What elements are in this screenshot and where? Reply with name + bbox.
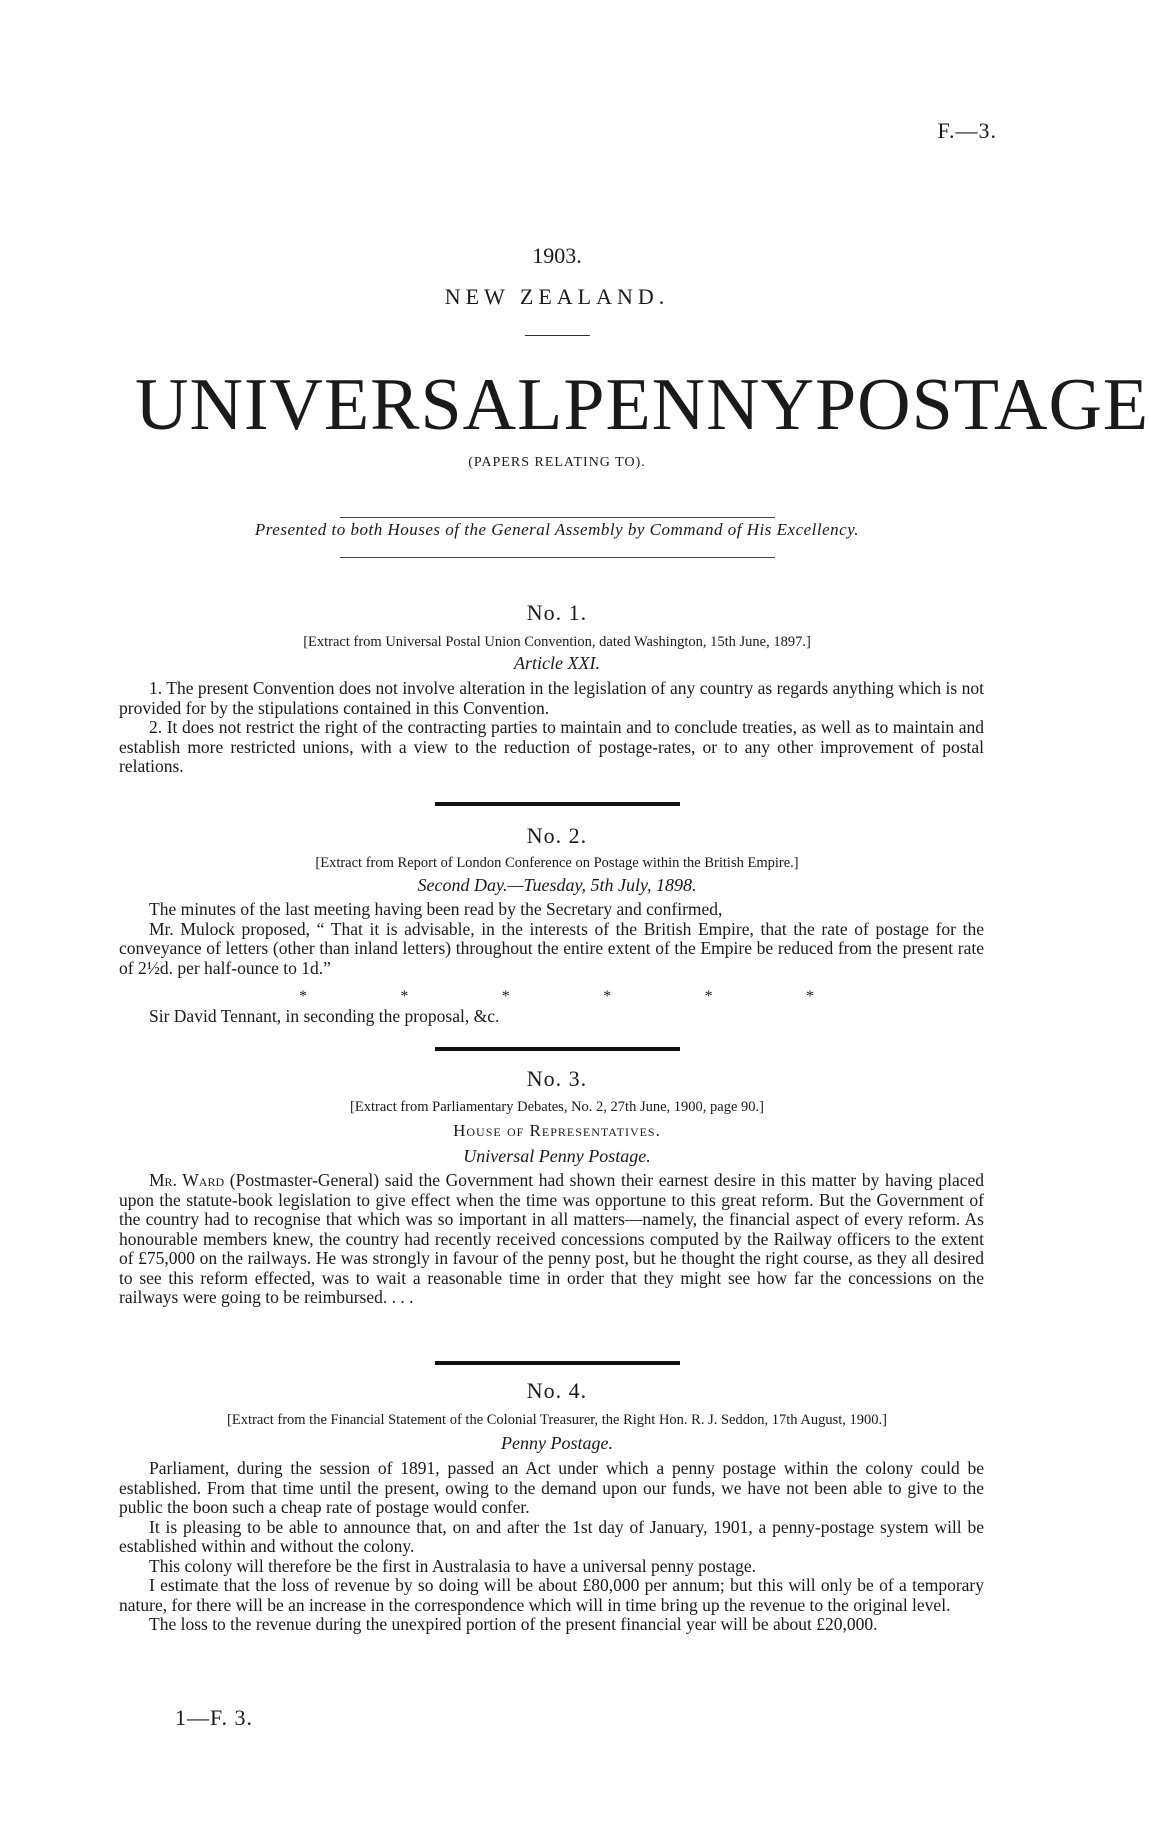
paragraph: This colony will therefore be the first in Australasia to have a universal penny postage. — [149, 1555, 756, 1576]
paragraph: 1. The present Convention does not involve alteration in the legislation of any country as regards anything which is not provided for by the stipulations contained in this Convention. — [119, 678, 984, 718]
section-body — [119, 1007, 984, 1027]
paragraph: The minutes of the last meeting having been read by the Secretary and confirmed, — [149, 899, 723, 919]
divider — [340, 557, 775, 558]
star: * — [400, 988, 409, 1005]
page-subtitle: (PAPERS RELATING TO). — [468, 455, 646, 470]
title-word: PENNY — [563, 364, 816, 446]
section-number: No. 3. — [526, 1066, 588, 1091]
section-subheading: Second Day.—Tuesday, 5th July, 1898. — [417, 875, 697, 895]
section-number: No. 2. — [526, 823, 588, 848]
section-body — [119, 1171, 984, 1308]
star: * — [805, 988, 814, 1005]
paragraph: I estimate that the loss of revenue by so doing will be about £80,000 per annum; but this will only be of a temporary nature, for there will be an increase in the correspondence which will in time bring up the revenue to the original level. — [119, 1575, 984, 1615]
section-subheading: Penny Postage. — [501, 1433, 613, 1453]
speaker-name: Mr. Ward — [149, 1170, 225, 1190]
document-year: 1903. — [532, 243, 582, 268]
paragraph: Mr. Mulock proposed, “ That it is advisable, in the interests of the British Empire, that the rate of postage for the conveyance of letters (other than inland letters) throughout the entire extent of the Empire be reduced from the present rate of 2½d. per half-ounce to 1d.” — [119, 918, 984, 978]
ellipsis-stars — [119, 988, 984, 1006]
paragraph: It is pleasing to be able to announce that, on and after the 1st day of January, 1901, a penny-postage system will be established within and without the colony. — [119, 1516, 984, 1556]
title-word: UNIVERSAL — [135, 364, 564, 446]
star: * — [704, 988, 713, 1005]
extract-citation: [Extract from Universal Postal Union Convention, dated Washington, 15th June, 1897.] — [303, 634, 811, 650]
section-body — [119, 679, 984, 777]
page-footer-reference: 1—F. 3. — [175, 1705, 253, 1730]
presented-line: Presented to both Houses of the General Assembly by Command of His Excellency. — [254, 520, 860, 539]
section-number: No. 4. — [526, 1378, 588, 1403]
section-subheading: Universal Penny Postage. — [463, 1146, 651, 1166]
section-subheading: Article XXI. — [514, 653, 600, 673]
section-body — [119, 900, 984, 978]
divider — [340, 517, 775, 518]
paragraph: 2. It does not restrict the right of the contracting parties to maintain and to conclude treaties, as well as to maintain and establish more restricted unions, with a view to the reduction of postage-rates, or to any other improvement of postal relations. — [119, 717, 984, 776]
star: * — [501, 988, 510, 1005]
document-reference: F.—3. — [937, 118, 997, 143]
section-divider — [435, 802, 680, 806]
paragraph — [119, 1171, 984, 1308]
paragraph: Parliament, during the session of 1891, passed an Act under which a penny postage within the colony could be established. From that time until the present, owing to the demand upon our funds, we have not been able to give to the public the boon such a cheap rate of postage would confer. — [119, 1458, 984, 1517]
paragraph-text: (Postmaster-General) said the Government had shown their earnest desire in this matter by having placed upon the statute-book legislation to give effect when the time was opportune to this great reform. But the Government of the country had to recognise that which was so important in all matters—namely, the financial aspect of every reform. As honourable members knew, the country had recently received concessions computed by the Railway officers to the extent of £75,000 on the railways. He was strongly in favour of the penny post, but he thought the right course, as they all desired to see this reform effected, was to wait a reasonable time in order that they might see how far the concessions on the railways were going to be reimbursed. . . . — [119, 1170, 984, 1307]
paragraph: Sir David Tennant, in seconding the proposal, &c. — [149, 1006, 500, 1026]
country-heading: NEW ZEALAND. — [444, 284, 670, 309]
divider — [525, 335, 590, 336]
extract-citation: [Extract from Parliamentary Debates, No. 2, 27th June, 1900, page 90.] — [350, 1099, 764, 1115]
section-number: No. 1. — [526, 600, 588, 625]
house-heading: House of Representatives. — [453, 1121, 661, 1140]
paragraph: The loss to the revenue during the unexpired portion of the present financial year will be about £20,000. — [149, 1614, 878, 1634]
star: * — [299, 988, 307, 1005]
page-title — [135, 364, 1149, 446]
section-divider — [435, 1361, 680, 1365]
title-word: POSTAGE — [815, 364, 1149, 446]
section-divider — [435, 1047, 680, 1051]
star: * — [603, 988, 612, 1005]
extract-citation: [Extract from Report of London Conference on Postage within the British Empire.] — [315, 855, 799, 871]
section-body — [119, 1459, 984, 1635]
extract-citation: [Extract from the Financial Statement of the Colonial Treasurer, the Right Hon. R. J. Seddon, 17th August, 1900.] — [227, 1412, 887, 1428]
